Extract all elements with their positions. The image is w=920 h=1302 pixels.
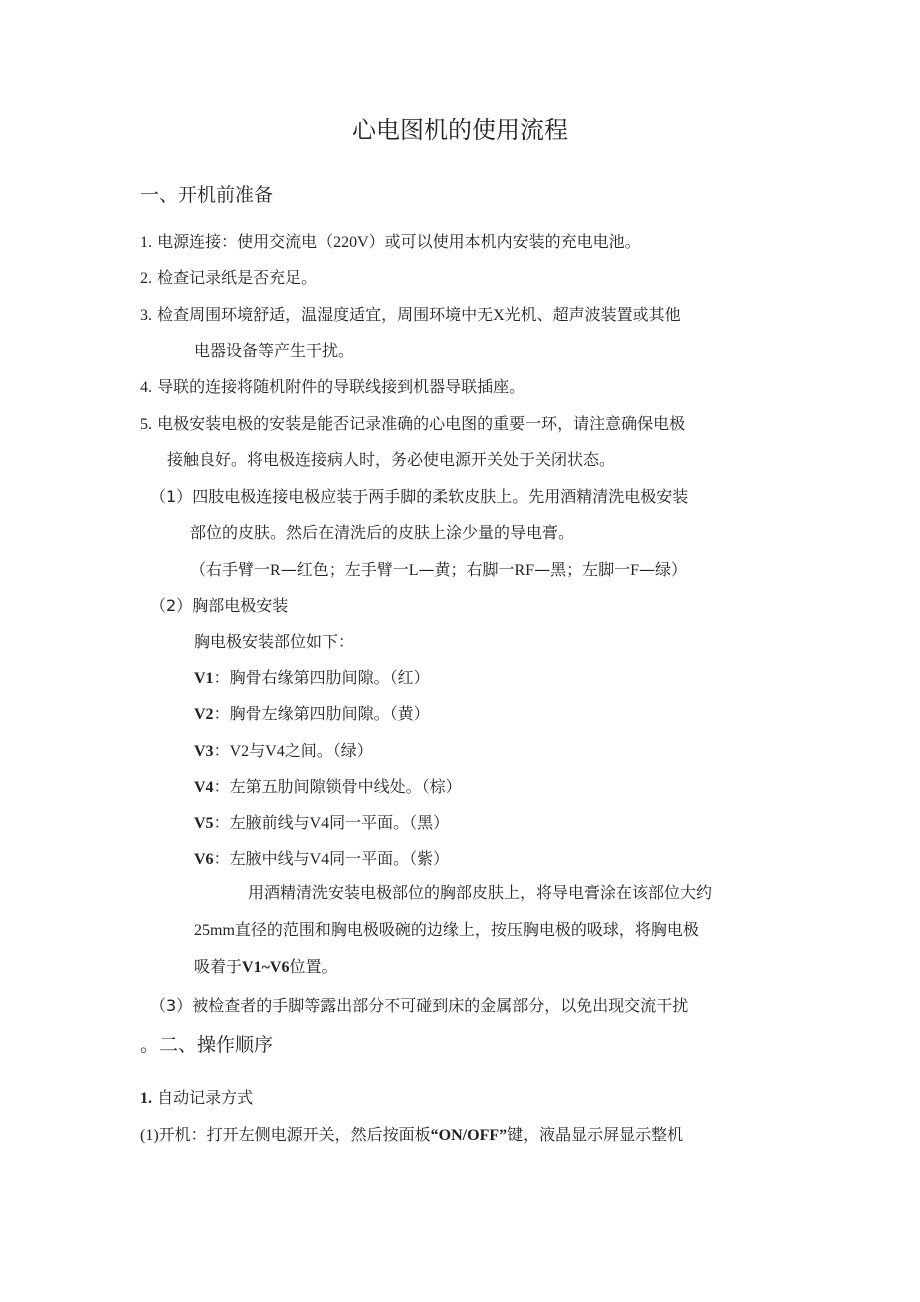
step-row [140,1124,683,1147]
page-title: 心电图机的使用流程 [352,116,568,144]
step-number: (1) [140,1127,159,1144]
lead-text: ：左第五肋间隙锁骨中线处。（棕） [213,777,462,796]
lead-row [194,848,449,871]
lead-row [194,703,430,726]
lead-text: 同一平面。（黑） [329,813,450,832]
legend-text: —绿） [639,560,688,579]
item-continuation: 电器设备等产生干扰。 [194,341,355,360]
sub-continuation: 部位的皮肤。然后在清洗后的皮肤上涂少量的导电膏。 [190,523,575,542]
legend-text: （右手臂一 [190,560,271,579]
item-number: 1. [140,1090,152,1107]
sub-item-limb [150,486,688,508]
lead-code: RF [514,562,535,579]
lead-code: R [270,562,281,579]
list-item [140,376,525,399]
sub-number: （3） [150,996,193,1015]
sub-text: 四肢电极连接电极应装于两手脚的柔软皮肤上。先用酒精清洗电极安装 [192,487,689,506]
item-text: 电极安装电极的安装是能否记录准确的心电图的重要一环，请注意确保电极 [157,414,686,433]
key-label: “ON/OFF” [430,1127,508,1144]
sub-number: （1） [150,487,193,506]
lead-row [194,740,373,763]
item-number: 1. [140,234,152,251]
lead-text: ：左腋前线与 [213,813,310,832]
item-text: 导联的连接将随机附件的导联线接到机器导联插座。 [157,377,526,396]
lead-text: ：左腋中线与 [213,849,310,868]
chest-intro: 胸电极安装部位如下： [194,632,355,651]
item-text-x: X [493,307,505,324]
paragraph-text: 直径的范围和胸电极吸碗的边缘上，按压胸电极的吸球，将胸电极 [234,920,699,939]
item-number: 3. [140,307,152,324]
chest-paragraph-line [194,919,699,942]
list-item [140,267,317,290]
sub-item-chest [150,595,288,617]
list-item [140,1087,253,1110]
item-text: 光机、超声波装置或其他 [504,305,681,324]
list-item [140,413,685,436]
diameter-value: 25mm [194,922,235,939]
list-item [140,304,681,327]
section-heading-prep: 一、开机前准备 [140,184,274,206]
lead-label: V6 [194,851,214,868]
paragraph-text: 吸着于 [194,957,243,976]
sub-number: （2） [150,596,193,615]
lead-label: V2 [194,706,214,723]
item-number: 2. [140,270,152,287]
item-text: 自动记录方式 [157,1088,254,1107]
item-number: 5. [140,416,152,433]
paragraph-text: 位置。 [289,957,338,976]
lead-text: ：胸骨左缘第四肋间隙。（黄） [213,704,430,723]
sub-item-grounding [150,995,688,1017]
section-heading-operation: 。二、操作顺序 [140,1034,274,1056]
lead-label: V1 [194,670,214,687]
sub-text: 胸部电极安装 [192,596,289,615]
step-text: 键，液晶显示屏显示整机 [507,1125,684,1144]
voltage-value: 220V [333,234,369,251]
lead-label: V5 [194,815,214,832]
lead-code: V4 [309,851,330,868]
lead-range: V1~V6 [242,959,290,976]
lead-text: ：胸骨右缘第四肋间隙。（红） [213,668,430,687]
item-number: 4. [140,379,152,396]
limb-color-legend [190,559,687,582]
lead-code: V2 [229,743,250,760]
list-item [140,231,641,254]
legend-text: —红色；左手臂一 [280,560,409,579]
lead-code: V4 [265,743,285,760]
legend-text: —黄；右脚一 [418,560,515,579]
legend-text: —黑；左脚一 [534,560,631,579]
lead-label: V4 [194,779,214,796]
lead-row [194,667,430,690]
lead-text: ： [213,741,230,760]
lead-text: 同一平面。（紫） [329,849,450,868]
sub-text: 被检查者的手脚等露出部分不可碰到床的金属部分，以免出现交流干扰 [192,996,689,1015]
chest-paragraph-line: 用酒精清洗安装电极部位的胸部皮肤上，将导电膏涂在该部位大约 [248,883,713,902]
lead-code: V4 [309,815,330,832]
item-text: 电源连接：使用交流电（ [157,232,334,251]
lead-code: F [630,562,639,579]
item-text: ）或可以使用本机内安装的充电电池。 [368,232,641,251]
lead-code: L [408,562,419,579]
chest-paragraph-line [194,956,337,979]
lead-text: 之间。（绿） [284,741,373,760]
lead-row [194,812,449,835]
item-text: 检查记录纸是否充足。 [157,268,318,287]
lead-text: 与 [249,741,266,760]
lead-label: V3 [194,743,214,760]
item-text: 检查周围环境舒适，温湿度适宜，周围环境中无 [157,305,494,324]
step-text: 开机：打开左侧电源开关，然后按面板 [158,1125,431,1144]
lead-row [194,776,462,799]
item-continuation: 接触良好。将电极连接病人时，务必使电源开关处于关闭状态。 [167,450,616,469]
